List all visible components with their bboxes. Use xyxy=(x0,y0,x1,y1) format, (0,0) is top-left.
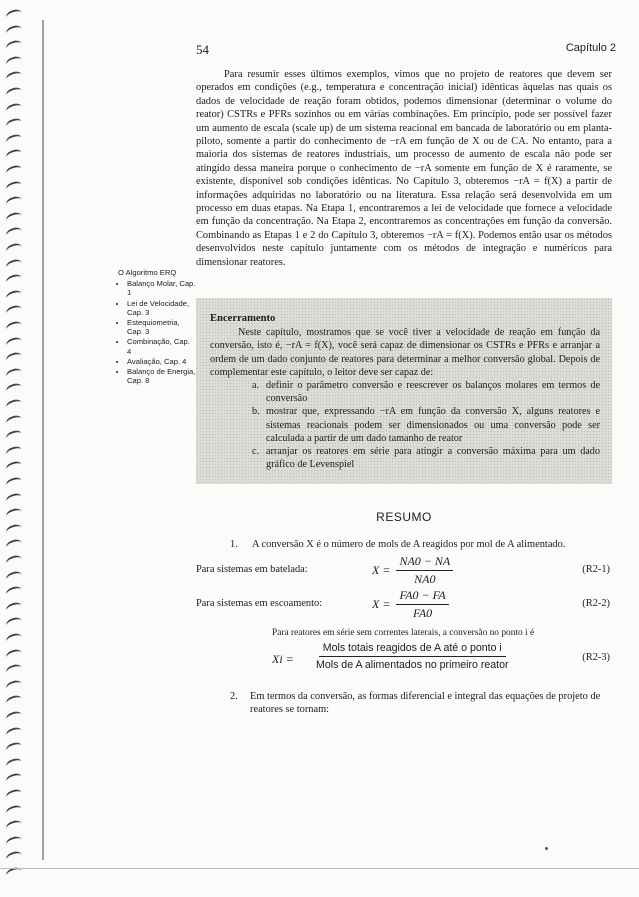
binding-ring xyxy=(5,647,23,661)
list-item: • Avaliação, Cap. 4 xyxy=(127,357,196,366)
binding-ring xyxy=(5,445,23,459)
fraction-numerator: NA0 − NA xyxy=(396,554,453,571)
body-paragraph-text: Para resumir esses últimos exemplos, vimos que no projeto de reatores que devem ser operados em condições (e.g., temperatura e concentração inicial) idênticas àquelas nas quais os dados de velocidade de reação foram obtidos, podemos dimensionar (determinar o volume do reator) CSTRs e PFRs sozinhos ou em várias combinações. Em princípio, pode ser possível fazer um aumento de escala (scale up) de um sistema reacional em bancada de laboratório ou em planta-piloto, somente a partir do conhecimento de −rA em função de X ou de CA. No entanto, para a maioria dos sistemas de reatores industriais, um processo de aumento de escala não pode ser atingido dessa maneira porque o conhecimento de −rA somente em função de X é raramente, se existente, disponível sob condições idênticas. No Capítulo 3, obteremos −rA = f(X) a partir de informações adquiridas no laboratório ou na literatura. Essa relação será desenvolvida em um processo em duas etapas. Na Etapa 1, encontraremos a lei de velocidade que fornece a velocidade em função da concentração. Na Etapa 2, encontraremos as concentrações em função da conversão. Combinando as Etapas 1 e 2 do Capítulo 3, obteremos −rA = f(X). Podemos então usar os métodos desenvolvidos neste capítulo juntamente com os métodos de integração e numéricos para dimensionar reatores. xyxy=(196,69,612,268)
summary-item-text: A conversão X é o número de mols de A reagidos por mol de A alimentado. xyxy=(252,539,566,550)
binding-ring xyxy=(5,538,23,552)
list-item: • Lei de Velocidade, Cap. 3 xyxy=(127,299,196,317)
closure-item xyxy=(252,405,600,445)
binding-ring xyxy=(5,335,23,349)
binding-ring xyxy=(5,398,23,412)
binding-ring xyxy=(5,413,23,427)
binding-ring xyxy=(5,476,23,490)
equation-series xyxy=(264,642,612,678)
list-item: • Estequiometria, Cap. 3 xyxy=(127,318,196,336)
equation-lhs: X = xyxy=(372,597,391,611)
binding-ring xyxy=(5,523,23,537)
binding-ring xyxy=(5,803,23,817)
binding-ring xyxy=(5,8,23,22)
margin-note-list xyxy=(118,279,196,385)
binding-ring xyxy=(5,741,23,755)
binding-ring xyxy=(5,148,23,162)
binding-ring xyxy=(5,273,23,287)
binding-ring xyxy=(5,710,23,724)
summary-item-number: 1. xyxy=(230,539,238,550)
binding-ring xyxy=(5,195,23,209)
binding-ring xyxy=(5,460,23,474)
binding-ring xyxy=(5,211,23,225)
margin-note-algorithm xyxy=(118,268,196,386)
binding-ring xyxy=(5,179,23,193)
summary-heading: RESUMO xyxy=(376,510,432,524)
closure-item-letter: c. xyxy=(252,446,260,458)
binding-ring xyxy=(5,257,23,271)
fraction-numerator: FA0 − FA xyxy=(396,588,448,605)
equation-number: (R2-2) xyxy=(582,598,610,609)
binding-ring xyxy=(5,101,23,115)
closure-item-text: mostrar que, expressando −rA em função da conversão X, alguns reatores e sistemas reacionais podem ser dimensionados ou uma conversão pode ser calculada a partir de um dado tamanho de reator xyxy=(266,406,600,444)
fraction-denominator: Mols de A alimentados no primeiro reator xyxy=(316,659,509,671)
summary-item-number: 2. xyxy=(230,691,238,702)
closure-title: Encerramento xyxy=(210,313,276,324)
page-number: 54 xyxy=(196,42,209,57)
binding-ring xyxy=(5,616,23,630)
closure-box xyxy=(196,298,612,484)
page-bottom-edge xyxy=(0,868,639,869)
closure-item-text: arranjar os reatores em série para atingir a conversão máxima para um dado gráfico de Levenspiel xyxy=(266,446,600,471)
closure-item-text: definir o parâmetro conversão e reescrever os balanços molares em termos de conversão xyxy=(266,380,600,405)
binding-ring xyxy=(5,320,23,334)
fraction xyxy=(316,642,509,671)
fraction-numerator: Mols totais reagidos de A até o ponto i xyxy=(319,642,506,657)
equation-number: (R2-3) xyxy=(582,652,610,663)
binding-ring xyxy=(5,289,23,303)
binding-ring xyxy=(5,850,23,864)
binding-ring xyxy=(5,694,23,708)
binding-ring xyxy=(5,226,23,240)
list-item: • Combinação, Cap. 4 xyxy=(127,337,196,355)
list-item: • Balanço de Energia, Cap. 8 xyxy=(127,367,196,385)
margin-note-title: O Algoritmo ERQ xyxy=(118,268,177,277)
binding-ring xyxy=(5,757,23,771)
fraction-denominator: NA0 xyxy=(414,572,436,586)
list-item: • Balanço Molar, Cap. 1 xyxy=(127,279,196,297)
summary-item-2 xyxy=(230,690,612,716)
page-edge-shadow xyxy=(42,20,44,860)
binding-ring xyxy=(5,663,23,677)
equation-flow xyxy=(196,588,612,622)
binding-ring xyxy=(5,554,23,568)
binding-ring xyxy=(5,164,23,178)
summary-item-1 xyxy=(230,538,565,551)
binding-ring xyxy=(5,429,23,443)
fraction-denominator: FA0 xyxy=(413,606,433,620)
binding-ring xyxy=(5,55,23,69)
binding-ring xyxy=(5,70,23,84)
binding-ring xyxy=(5,367,23,381)
chapter-label: Capítulo 2 xyxy=(565,42,616,54)
equation-number: (R2-1) xyxy=(582,564,610,575)
series-note: Para reatores em série sem correntes laterais, a conversão no ponto i é xyxy=(272,628,535,638)
equation-batch xyxy=(196,554,612,588)
equation-formula xyxy=(372,588,449,621)
closure-intro: Neste capítulo, mostramos que se você tiver a velocidade de reação em função da conversão, isto é, −rA = f(X), você será capaz de dimensionar os CSTRs e PFRs e arranjar a ordem de um dado conjunto de reatores para determinar a melhor conversão global. Depois de complementar este capítulo, o leitor deve ser capaz de: xyxy=(210,327,600,378)
binding-ring xyxy=(5,772,23,786)
binding-ring xyxy=(5,351,23,365)
binding-ring xyxy=(5,835,23,849)
summary-item-text: Em termos da conversão, as formas diferencial e integral das equações de projeto de reatores se tornam: xyxy=(250,691,601,715)
binding-ring xyxy=(5,601,23,615)
fraction xyxy=(396,554,453,587)
binding-ring xyxy=(5,632,23,646)
equation-lhs: Xi = xyxy=(272,652,294,666)
binding-ring xyxy=(5,133,23,147)
spiral-binding xyxy=(0,0,30,897)
fraction xyxy=(396,588,448,621)
binding-ring xyxy=(5,491,23,505)
equation-formula xyxy=(372,554,453,587)
binding-ring xyxy=(5,819,23,833)
equation-label: Para sistemas em escoamento: xyxy=(196,598,323,609)
closure-item xyxy=(252,445,600,471)
binding-ring xyxy=(5,242,23,256)
binding-ring xyxy=(5,86,23,100)
binding-ring xyxy=(5,569,23,583)
binding-ring xyxy=(5,725,23,739)
equation-label: Para sistemas em batelada: xyxy=(196,564,308,575)
binding-ring xyxy=(5,507,23,521)
body-paragraph xyxy=(196,68,612,269)
binding-ring xyxy=(5,382,23,396)
binding-ring xyxy=(5,23,23,37)
equation-lhs: X = xyxy=(372,563,391,577)
binding-ring xyxy=(5,39,23,53)
binding-ring xyxy=(5,679,23,693)
binding-ring xyxy=(5,304,23,318)
closure-item-letter: a. xyxy=(252,380,260,392)
closure-item xyxy=(252,379,600,405)
binding-ring xyxy=(5,117,23,131)
binding-ring xyxy=(5,788,23,802)
binding-ring xyxy=(5,585,23,599)
closure-item-letter: b. xyxy=(252,406,260,418)
print-speck xyxy=(545,847,548,850)
